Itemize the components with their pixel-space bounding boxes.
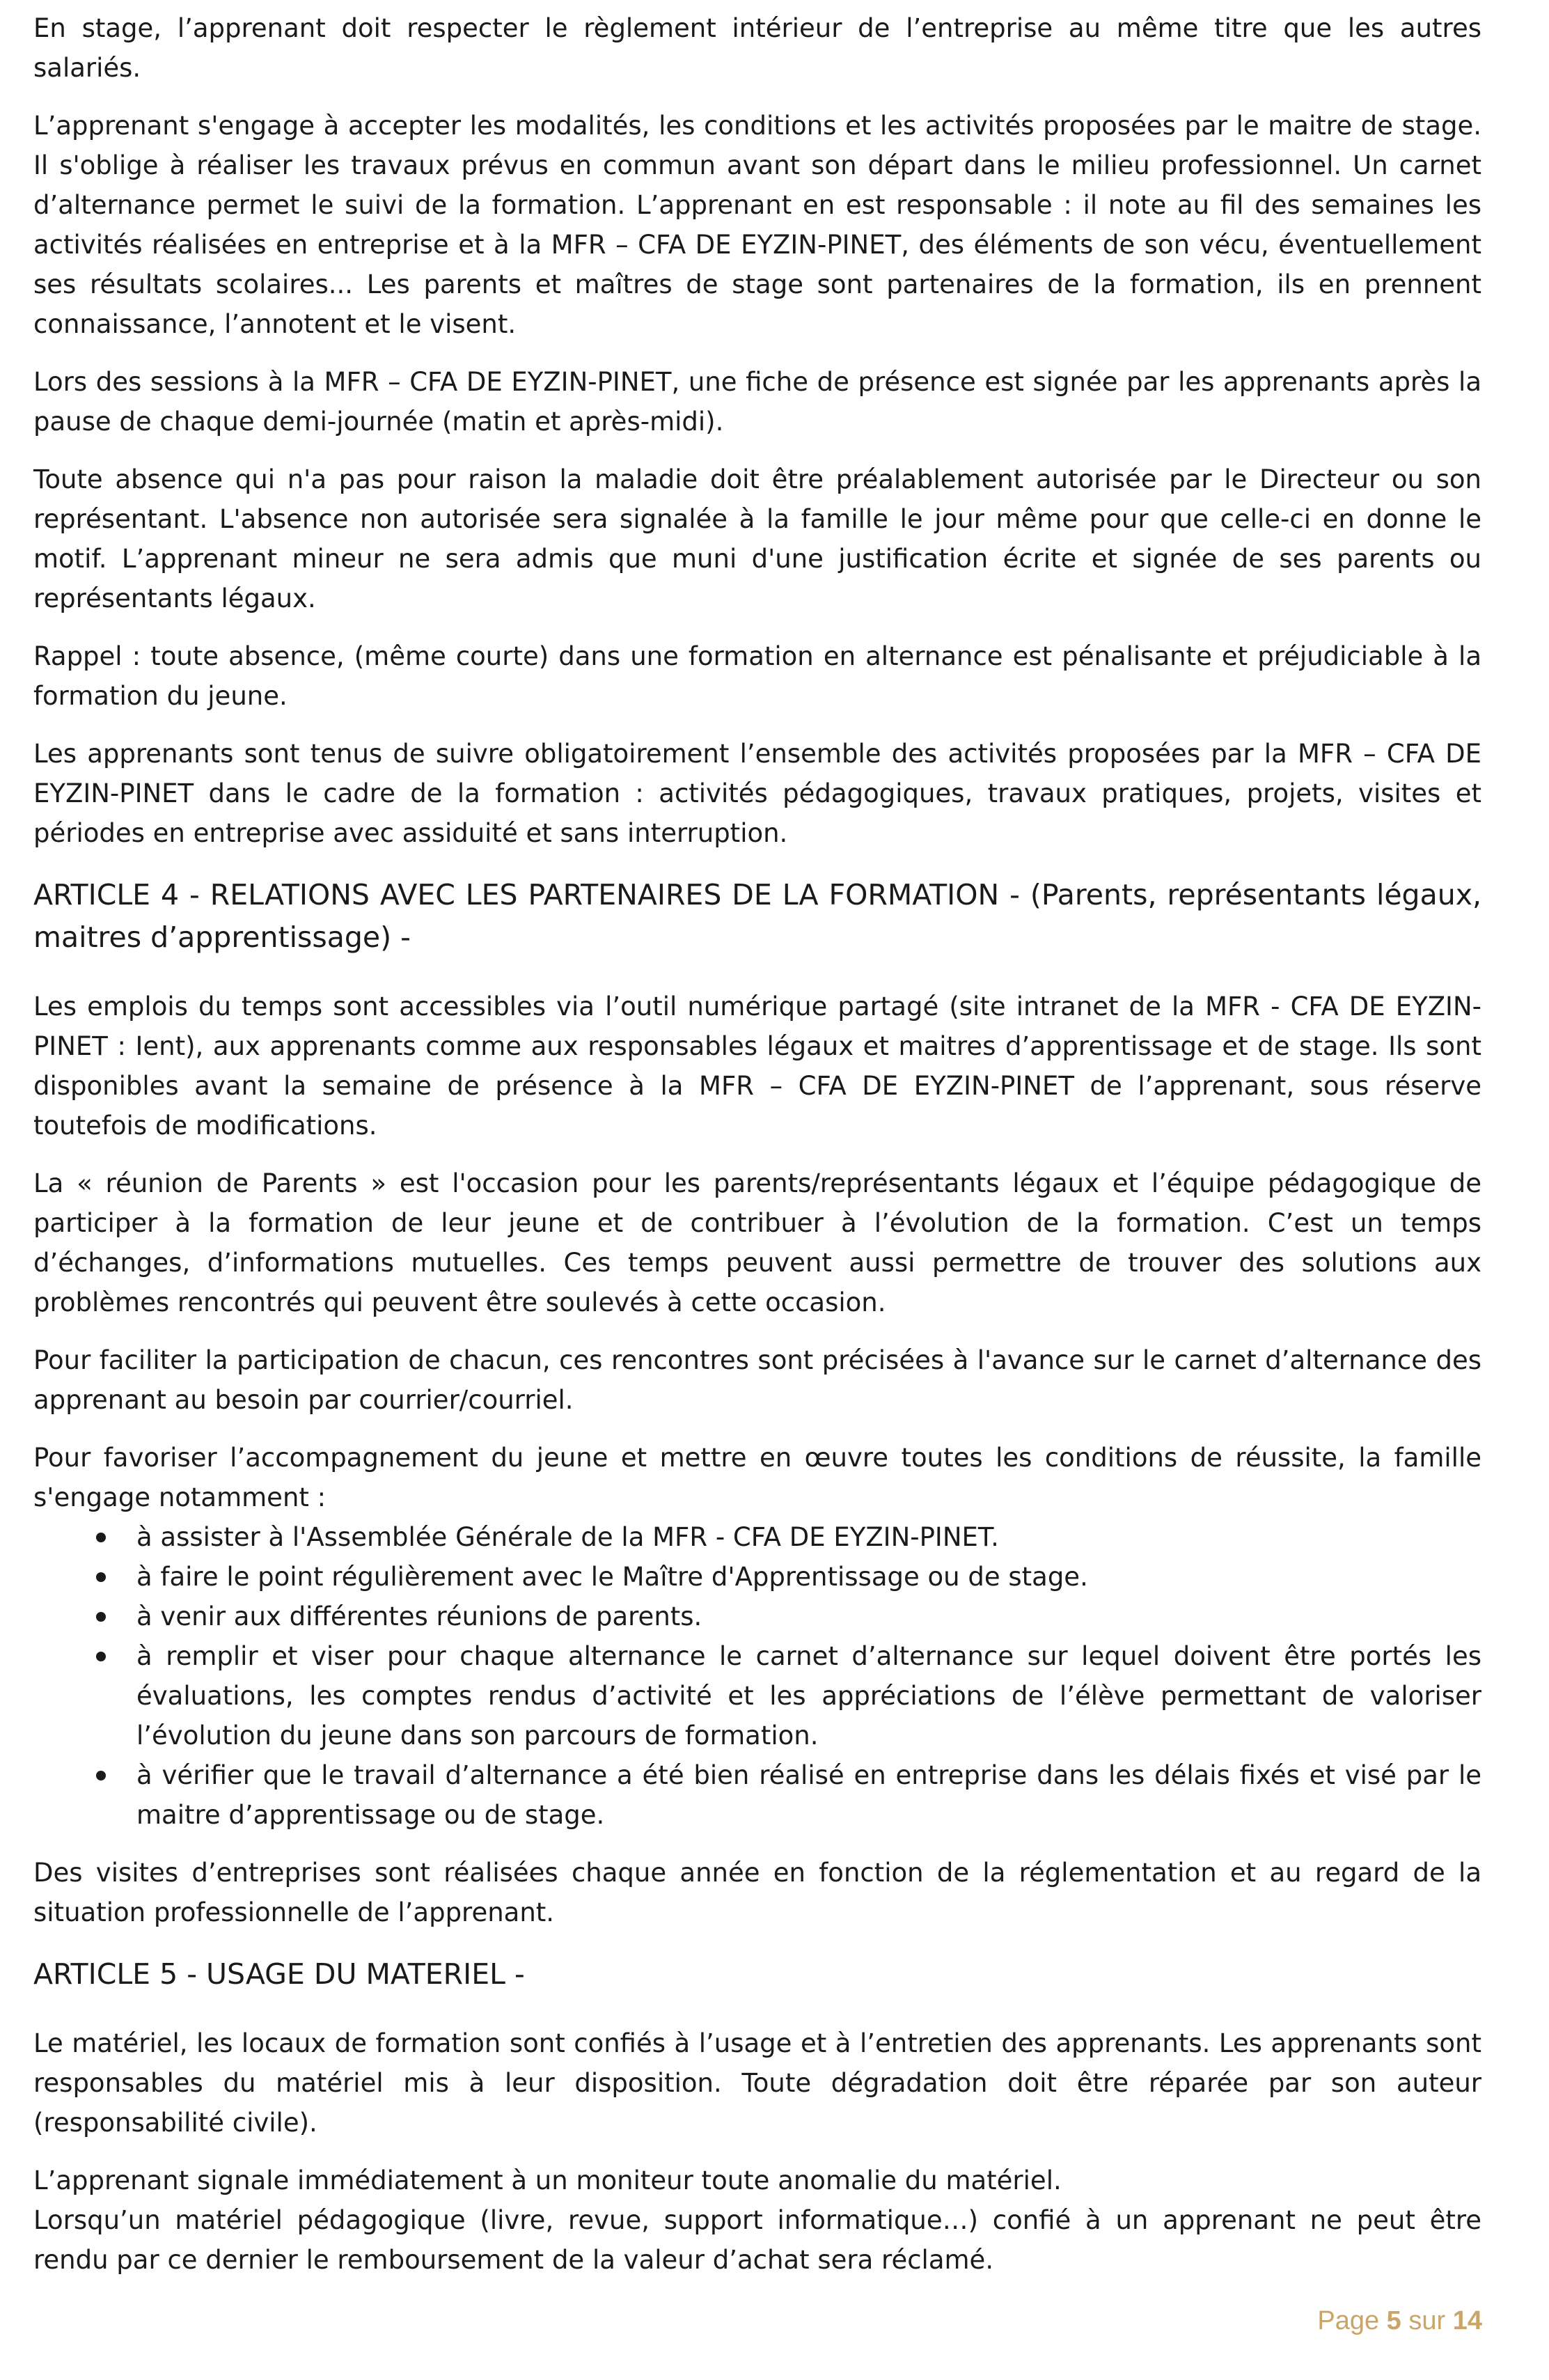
list-item-text: à venir aux différentes réunions de parents. [136, 1602, 702, 1631]
paragraph-visites-entreprises: Des visites d’entreprises sont réalisées chaque année en fonction de la réglementation et au regard de la situation professionnelle de l’apprenant. [33, 1858, 1481, 1927]
article-4-heading: ARTICLE 4 - RELATIONS AVEC LES PARTENAIRES DE LA FORMATION - (Parents, représentants légaux, maitres d’apprentissage) - [33, 878, 1481, 954]
paragraph-stage-reglement: En stage, l’apprenant doit respecter le règlement intérieur de l’entreprise au même titre que les autres salariés. [33, 13, 1481, 83]
list-item [33, 1517, 1481, 1557]
total-pages: 14 [1452, 2306, 1482, 2335]
list-item-text: à remplir et viser pour chaque alternance le carnet d’alternance sur lequel doivent être portés les évaluations, les comptes rendus d’activité et les appréciations de l’élève permettant de valoriser l’évolution du jeune dans son parcours de formation. [136, 1641, 1481, 1751]
list-item [33, 1597, 1481, 1636]
bullet-icon [96, 1533, 106, 1542]
footer-middle: sur [1401, 2306, 1453, 2335]
paragraph-fiche-presence: Lors des sessions à la MFR – CFA DE EYZIN-PINET, une fiche de présence est signée par les apprenants après la pause de chaque demi-journée (matin et après-midi). [33, 367, 1481, 437]
paragraph-participation: Pour faciliter la participation de chacun, ces rencontres sont précisées à l'avance sur le carnet d’alternance des apprenant au besoin par courrier/courriel. [33, 1345, 1481, 1415]
paragraph-anomalie: L’apprenant signale immédiatement à un moniteur toute anomalie du matériel. [33, 2166, 1062, 2195]
list-item [33, 1755, 1481, 1835]
list-item-text: à faire le point régulièrement avec le Maître d'Apprentissage ou de stage. [136, 1562, 1088, 1592]
bullet-icon [96, 1771, 106, 1780]
engagement-list [33, 1517, 1481, 1835]
paragraph-rappel: Rappel : toute absence, (même courte) dans une formation en alternance est pénalisante et préjudiciable à la formation du jeune. [33, 641, 1481, 711]
paragraph-carnet-alternance: L’apprenant s'engage à accepter les modalités, les conditions et les activités proposées par le maitre de stage. Il s'oblige à réaliser les travaux prévus en commun avant son départ dans le milieu professionnel. Un carnet d’alternance permet le suivi de la formation. L’apprenant en est responsable : il note au fil des semaines les activités réalisées en entreprise et à la MFR – CFA DE EYZIN-PINET, des éléments de son vécu, éventuellement ses résultats scolaires... Les parents et maîtres de stage sont partenaires de la formation, ils en prennent connaissance, l’annotent et le visent. [33, 111, 1481, 339]
bullet-icon [96, 1612, 106, 1622]
paragraph-remboursement: Lorsqu’un matériel pédagogique (livre, revue, support informatique…) confié à un apprenant ne peut être rendu par ce dernier le remboursement de la valeur d’achat sera réclamé. [33, 2205, 1481, 2275]
paragraph-famille-engagement: Pour favoriser l’accompagnement du jeune et mettre en œuvre toutes les conditions de réussite, la famille s'engage notamment : [33, 1443, 1481, 1512]
paragraph-emplois-du-temps: Les emplois du temps sont accessibles via l’outil numérique partagé (site intranet de la MFR - CFA DE EYZIN-PINET : Ient), aux apprenants comme aux responsables légaux et maitres d’apprentissage et de stage. Ils sont disponibles avant la semaine de présence à la MFR – CFA DE EYZIN-PINET de l’apprenant, sous réserve toutefois de modifications. [33, 992, 1481, 1141]
paragraph-materiel: Le matériel, les locaux de formation sont confiés à l’usage et à l’entretien des apprenants. Les apprenants sont responsables du matériel mis à leur disposition. Toute dégradation doit être réparée par son auteur (responsabilité civile). [33, 2028, 1481, 2138]
footer-prefix: Page [1317, 2306, 1387, 2335]
page-footer [1317, 2306, 1482, 2336]
paragraph-absence: Toute absence qui n'a pas pour raison la maladie doit être préalablement autorisée par le Directeur ou son représentant. L'absence non autorisée sera signalée à la famille le jour même pour que celle-ci en donne le motif. L’apprenant mineur ne sera admis que muni d'une justification écrite et signée de ses parents ou représentants légaux. [33, 464, 1481, 613]
paragraph-activites: Les apprenants sont tenus de suivre obligatoirement l’ensemble des activités proposées par la MFR – CFA DE EYZIN-PINET dans le cadre de la formation : activités pédagogiques, travaux pratiques, projets, visites et périodes en entreprise avec assiduité et sans interruption. [33, 739, 1481, 848]
page-number: 5 [1386, 2306, 1401, 2335]
list-item-text: à assister à l'Assemblée Générale de la MFR - CFA DE EYZIN-PINET. [136, 1522, 999, 1552]
list-item [33, 1636, 1481, 1755]
article-5-heading: ARTICLE 5 - USAGE DU MATERIEL - [33, 1957, 525, 1991]
list-item-text: à vérifier que le travail d’alternance a été bien réalisé en entreprise dans les délais fixés et visé par le maitre d’apprentissage ou de stage. [136, 1760, 1481, 1830]
bullet-icon [96, 1652, 106, 1661]
bullet-icon [96, 1572, 106, 1582]
list-item [33, 1557, 1481, 1597]
paragraph-reunion-parents: La « réunion de Parents » est l'occasion pour les parents/représentants légaux et l’équipe pédagogique de participer à la formation de leur jeune et de contribuer à l’évolution de la formation. C’est un temps d’échanges, d’informations mutuelles. Ces temps peuvent aussi permettre de trouver des solutions aux problèmes rencontrés qui peuvent être soulevés à cette occasion. [33, 1168, 1481, 1317]
document-page [33, 8, 1481, 2298]
